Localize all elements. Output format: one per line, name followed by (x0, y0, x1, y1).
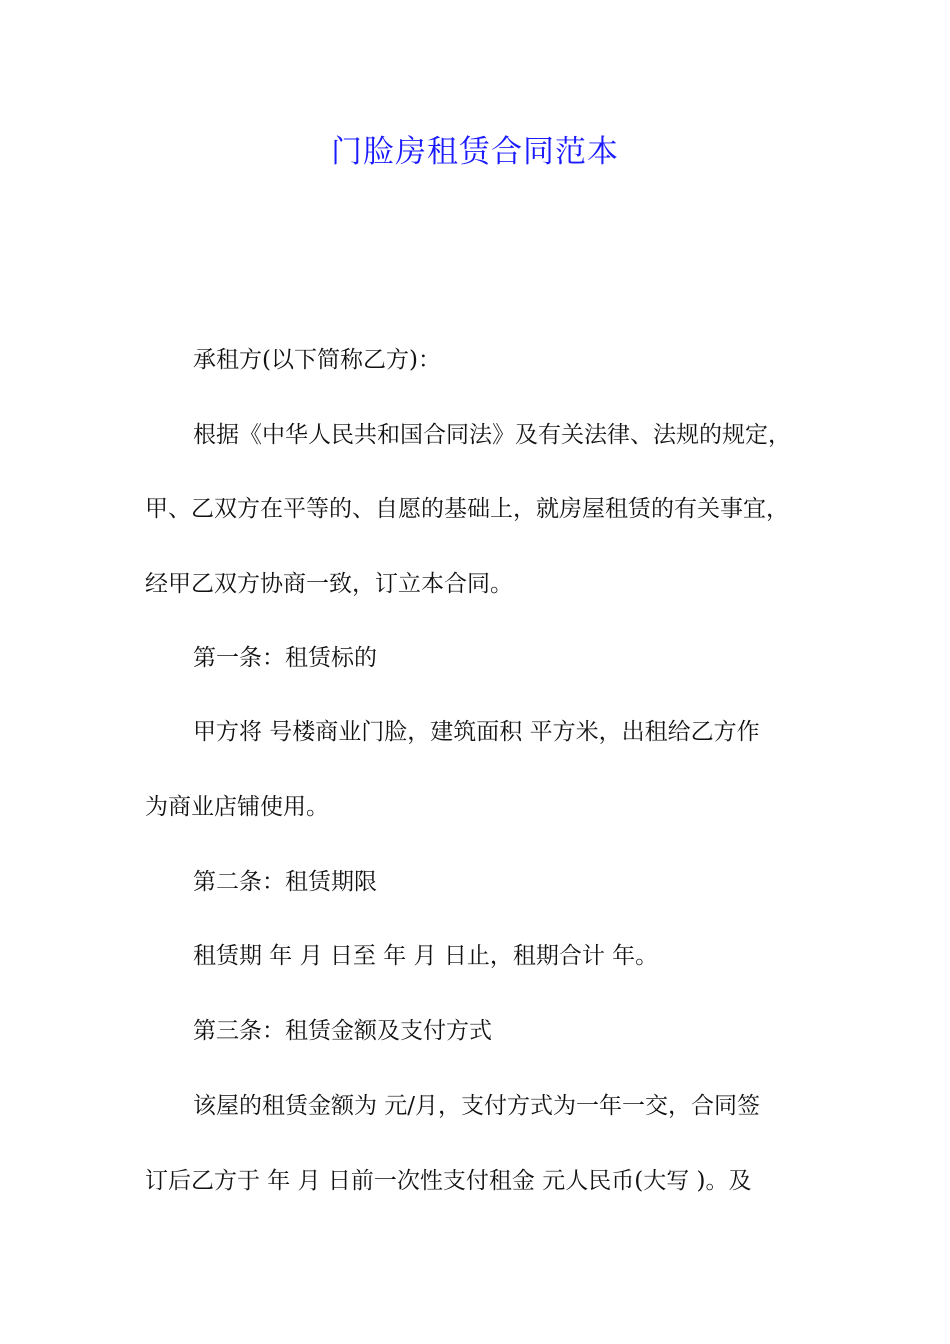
article-2-heading: 第二条：租赁期限 (193, 869, 377, 895)
article-1-line-2: 为商业店铺使用。 (145, 794, 329, 820)
paragraph-lessee: 承租方(以下简称乙方)： (193, 347, 441, 373)
article-1-line-1: 甲方将 号楼商业门脸，建筑面积 平方米，出租给乙方作 (193, 719, 760, 745)
article-1-heading: 第一条：租赁标的 (193, 645, 377, 671)
paragraph-basis-line-2: 甲、乙双方在平等的、自愿的基础上，就房屋租赁的有关事宜， (145, 496, 789, 522)
article-2-line-1: 租赁期 年 月 日至 年 月 日止，租期合计 年。 (193, 943, 659, 969)
paragraph-basis-line-1: 根据《中华人民共和国合同法》及有关法律、法规的规定， (193, 422, 791, 448)
article-3-heading: 第三条：租赁金额及支付方式 (193, 1018, 492, 1044)
paragraph-basis-line-3: 经甲乙双方协商一致，订立本合同。 (145, 571, 513, 597)
article-3-line-2: 订后乙方于 年 月 日前一次性支付租金 元人民币(大写 )。及 (145, 1168, 752, 1194)
article-3-line-1: 该屋的租赁金额为 元/月，支付方式为一年一交，合同签 (193, 1093, 761, 1119)
document-title: 门脸房租赁合同范本 (331, 134, 619, 170)
